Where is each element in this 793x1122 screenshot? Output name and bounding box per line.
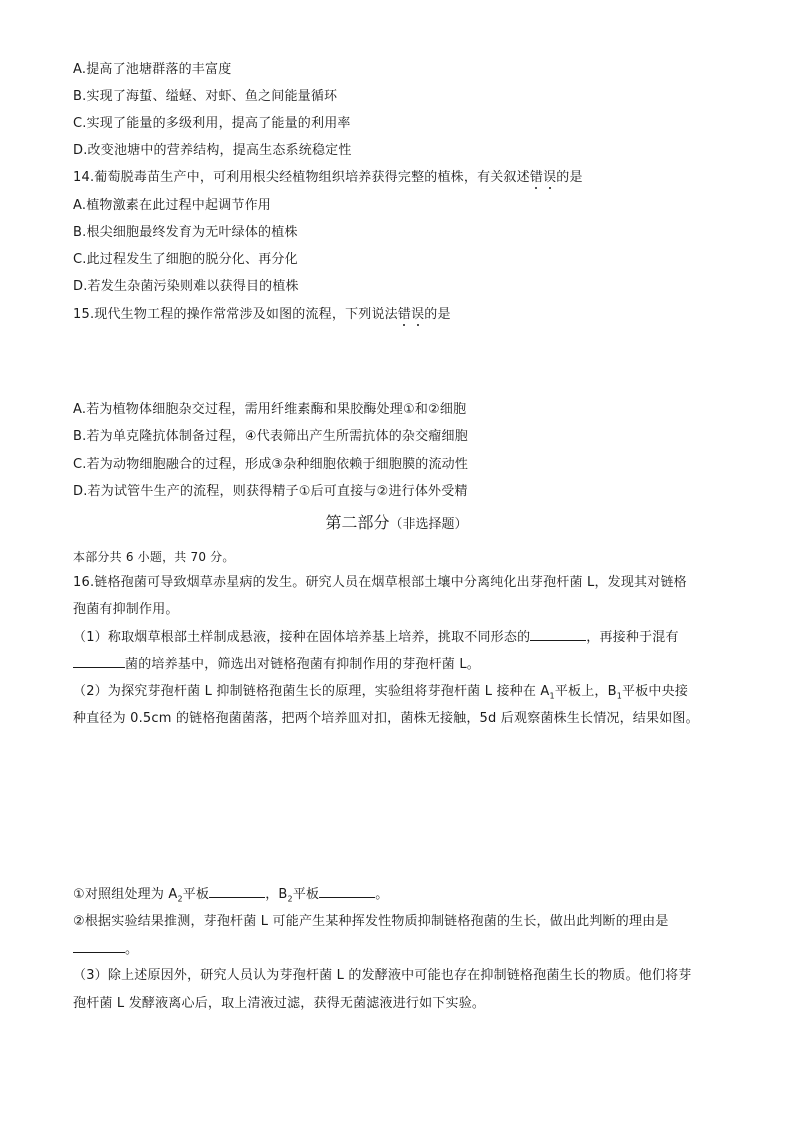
q16-sub1: ①对照组处理为 $A_2$平板 ，$B_2$平板 。 <box>73 887 389 904</box>
q16-part1-line1: （1）称取烟草根部土样制成悬液，接种在固体培养基上培养，挑取不同形态的 ，再接种于混有 <box>73 630 679 645</box>
q14-stem: 14.葡萄脱毒苗生产中，可利用根尖经植物组织培养获得完整的植株，有关叙述错误的是 <box>73 170 583 185</box>
q15-option-a: A.若为植物体细胞杂交过程，需用纤维素酶和果胶酶处理①和②细胞 <box>73 402 467 417</box>
answer-blank[interactable] <box>73 655 125 668</box>
q16-figure-area <box>73 735 723 880</box>
q16-sub2-line1: ②根据实验结果推测，芽孢杆菌 L 可能产生某种挥发性物质抑制链格孢菌的生长，做出此判断的理由是 <box>73 914 669 929</box>
q15-figure-area <box>73 330 723 400</box>
q13-option-b: B.实现了海蜇、缢蛏、对虾、鱼之间能量循环 <box>73 89 338 104</box>
q16-part3-line2: 孢杆菌 L 发酵液离心后，取上清液过滤，获得无菌滤液进行如下实验。 <box>73 996 486 1011</box>
answer-blank[interactable] <box>73 940 125 953</box>
q13-option-d: D.改变池塘中的营养结构，提高生态系统稳定性 <box>73 143 352 158</box>
q14-option-c: C.此过程发生了细胞的脱分化、再分化 <box>73 252 298 267</box>
answer-blank[interactable] <box>319 885 375 898</box>
answer-blank[interactable] <box>209 885 265 898</box>
part2-title: 第二部分（非选择题） <box>325 513 468 532</box>
q15-stem: 15.现代生物工程的操作常常涉及如图的流程，下列说法错误的是 <box>73 307 451 322</box>
q14-option-d: D.若发生杂菌污染则难以获得目的植株 <box>73 279 299 294</box>
q15-option-d: D.若为试管牛生产的流程，则获得精子①后可直接与②进行体外受精 <box>73 484 468 499</box>
q14-option-b: B.根尖细胞最终发育为无叶绿体的植株 <box>73 225 298 240</box>
q13-option-a: A.提高了池塘群落的丰富度 <box>73 62 232 77</box>
q16-part3-line1: （3）除上述原因外，研究人员认为芽孢杆菌 L 的发酵液中可能也存在抑制链格孢菌生长的物质。他们将芽 <box>73 968 692 983</box>
q15-option-b: B.若为单克隆抗体制备过程，④代表筛出产生所需抗体的杂交瘤细胞 <box>73 429 468 444</box>
q15-option-c: C.若为动物细胞融合的过程，形成③杂种细胞依赖于细胞膜的流动性 <box>73 457 469 472</box>
q16-part1-line2: 菌的培养基中，筛选出对链格孢菌有抑制作用的芽孢杆菌 L。 <box>73 655 480 674</box>
q16-stem-line1: 16.链格孢菌可导致烟草赤星病的发生。研究人员在烟草根部土壤中分离纯化出芽孢杆菌 L，发现其对链格 <box>73 575 687 590</box>
q16-part2-line2: 种直径为 0.5cm 的链格孢菌菌落，把两个培养皿对扣，菌株无接触，5d 后观察菌株生长情况，结果如图。 <box>73 711 699 726</box>
q14-option-a: A.植物激素在此过程中起调节作用 <box>73 198 271 213</box>
answer-blank[interactable] <box>530 628 586 641</box>
q16-part2-line1: （2）为探究芽孢杆菌 L 抑制链格孢菌生长的原理，实验组将芽孢杆菌 L 接种在 $A_1$平板上，$B_1$平板中央接 <box>73 684 689 701</box>
part2-intro: 本部分共 6 小题，共 70 分。 <box>73 550 235 564</box>
q16-stem-line2: 孢菌有抑制作用。 <box>73 602 179 617</box>
q13-option-c: C.实现了能量的多级利用，提高了能量的利用率 <box>73 116 351 131</box>
q16-sub2-line2: 。 <box>73 940 138 959</box>
